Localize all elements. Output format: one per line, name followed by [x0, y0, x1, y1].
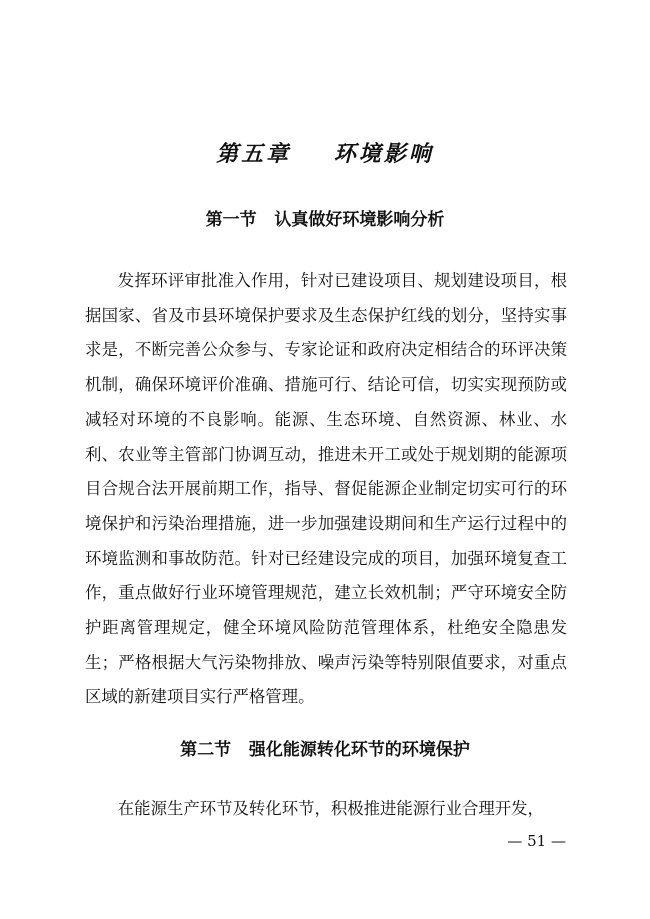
page-number: — 51 —	[507, 832, 566, 850]
section-2-paragraph: 在能源生产环节及转化环节，积极推进能源行业合理开发，	[117, 799, 544, 818]
section-heading-1: 第一节 认真做好环境影响分析	[205, 210, 445, 230]
section-heading-2: 第二节 强化能源转化环节的环境保护	[180, 740, 470, 760]
section-1-paragraph: 发挥环评审批准入作用，针对已建设项目、规划建设项目，根据国家、省及市县环境保护要求及生态保护红线的划分，坚持实事求是，不断完善公众参与、专家论证和政府决定相结合的环评决策机制，确保环境评价准确、措施可行、结论可信，切实实现预防或减轻对环境的不良影响。能源、生态环境、自然资源、林业、水利、农业等主管部门协调互动，推进未开工或处于规划期的能源项目合规合法开展前期工作，指导、督促能源企业制定切实可行的环境保护和污染治理措施，进一步加强建设期间和生产运行过程中的环境监测和事故防范。针对已经建设完成的项目，加强环境复查工作，重点做好行业环境管理规范，建立长效机制；严守环境安全防护距离管理规定，健全环境风险防范管理体系，杜绝安全隐患发生；严格根据大气污染物排放、噪声污染等特别限值要求，对重点区域的新建项目实行严格管理。	[85, 271, 567, 707]
chapter-title: 第五章 环境影响	[216, 141, 434, 167]
